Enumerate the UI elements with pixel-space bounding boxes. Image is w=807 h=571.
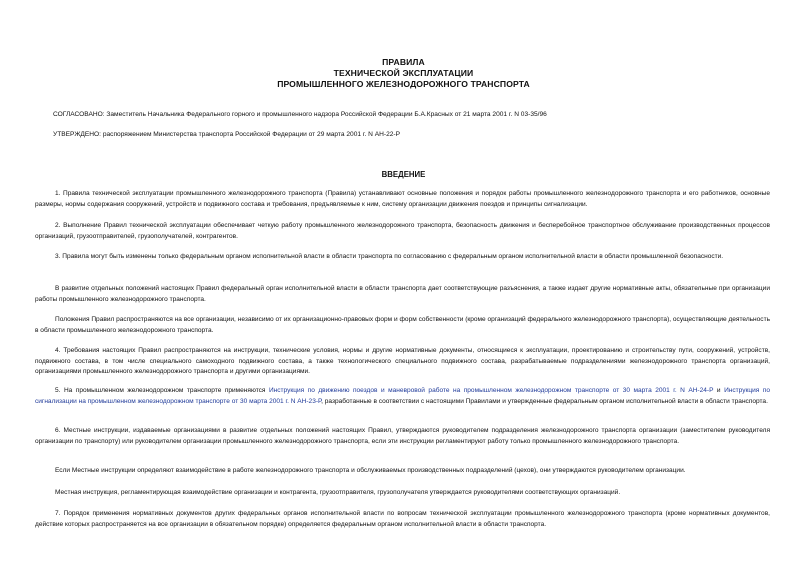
title-line-1: ПРАВИЛА <box>382 57 425 67</box>
paragraph-1: 1. Правила технической эксплуатации промышленного железнодорожного транспорта (Правила) устанавливают основные положения и порядок работы промышленного железнодорожного транспорта и его работников, основные размеры, нормы содержания сооружений, устройств и подвижного состава и требования, предъявляемые к ним, систему организации движения поездов и принципы сигнализации. <box>35 190 770 208</box>
paragraph-5: Положения Правил распространяются на все организации, независимо от их организационно-правовых форм и форм собственности (кроме организаций федерального железнодорожного транспорта), осуществляющие деятельность в области промышленного железнодорожного транспорта. <box>35 316 770 334</box>
approved-line: УТВЕРЖДЕНО: распоряжением Министерства транспорта Российской Федерации от 29 марта 2001 г. N АН-22-Р <box>53 131 401 138</box>
paragraph-7-and: и <box>713 387 725 394</box>
paragraph-11: 7. Порядок применения нормативных документов других федеральных органов исполнительной власти по вопросам технической эксплуатации промышленного железнодорожного транспорта (кроме нормативных документов, действие которых распространяется на все организации в обязательном порядке) определяется федеральным органом исполнительной власти в области транспорта. <box>35 510 770 528</box>
title-line-3: ПРОМЫШЛЕННОГО ЖЕЛЕЗНОДОРОЖНОГО ТРАНСПОРТА <box>277 79 530 89</box>
paragraph-6: 4. Требования настоящих Правил распространяются на инструкции, технические условия, нормы и другие нормативные документы, относящиеся к эксплуатации, проектированию и строительству пути, сооружений, устройств, подвижного состава, в том числе специального самоходного подвижного состава, а также технологического специального подвижного состава, разрабатываемые подразделениями железнодорожного транспорта организаций, организациями промышленного железнодорожного транспорта и другими организациями. <box>35 347 770 375</box>
paragraph-9: Если Местные инструкции определяют взаимодействие в работе железнодорожного транспорта и обслуживаемых производственных подразделений (цехов), они утверждаются руководителем организации. <box>55 467 686 474</box>
document-title <box>0 57 807 90</box>
instruction-signaling-link[interactable]: Инструкция по сигнализации на промышленном железнодорожном транспорте от 30 марта 2001 г. N АН-23-Р <box>35 387 770 405</box>
paragraph-7 <box>35 386 770 407</box>
paragraph-2: 2. Выполнение Правил технической эксплуатации обеспечивает четкую работу промышленного железнодорожного транспорта, безопасность движения и бесперебойное транспортное обслуживание производственных процессов организаций, грузоотправителей, грузополучателей, контрагентов. <box>35 222 770 240</box>
paragraph-10: Местная инструкция, регламентирующая взаимодействие организации и контрагента, грузоотправителя, грузополучателя утверждается руководителями соответствующих организаций. <box>55 489 621 496</box>
paragraph-7-end: , разработанные в соответствии с настоящими Правилами и утвержденные федеральным органом исполнительной власти в области транспорта. <box>321 397 768 405</box>
title-line-2: ТЕХНИЧЕСКОЙ ЭКСПЛУАТАЦИИ <box>333 68 474 78</box>
section-heading: ВВЕДЕНИЕ <box>381 170 426 179</box>
instruction-train-movement-link[interactable]: Инструкция по движению поездов и маневровой работе на промышленном железнодорожном транспорте от 30 марта 2001 г. N АН-24-Р <box>268 387 714 394</box>
paragraph-3: 3. Правила могут быть изменены только федеральным органом исполнительной власти в области транспорта по согласованию с федеральным органом исполнительной власти в области промышленной безопасности. <box>55 253 724 260</box>
paragraph-7-start: 5. На промышленном железнодорожном транспорте применяются <box>55 387 269 394</box>
agreed-line: СОГЛАСОВАНО: Заместитель Начальника Федерального горного и промышленного надзора Российской Федерации Б.А.Красных от 21 марта 2001 г. N 03-35/96 <box>53 111 547 118</box>
paragraph-8: 6. Местные инструкции, издаваемые организациями в развитие отдельных положений настоящих Правил, утверждаются руководителем подразделения железнодорожного транспорта организации (заместителем руководителя организации по транспорту) или руководителем организации промышленного железнодорожного транспорта, если эти инструкции регламентируют работу только промышленного железнодорожного транспорта. <box>35 427 770 445</box>
paragraph-4: В развитие отдельных положений настоящих Правил федеральный орган исполнительной власти в области транспорта дает соответствующие разъяснения, а также издает другие нормативные акты, обязательные при организации работы промышленного железнодорожного транспорта. <box>35 285 770 303</box>
